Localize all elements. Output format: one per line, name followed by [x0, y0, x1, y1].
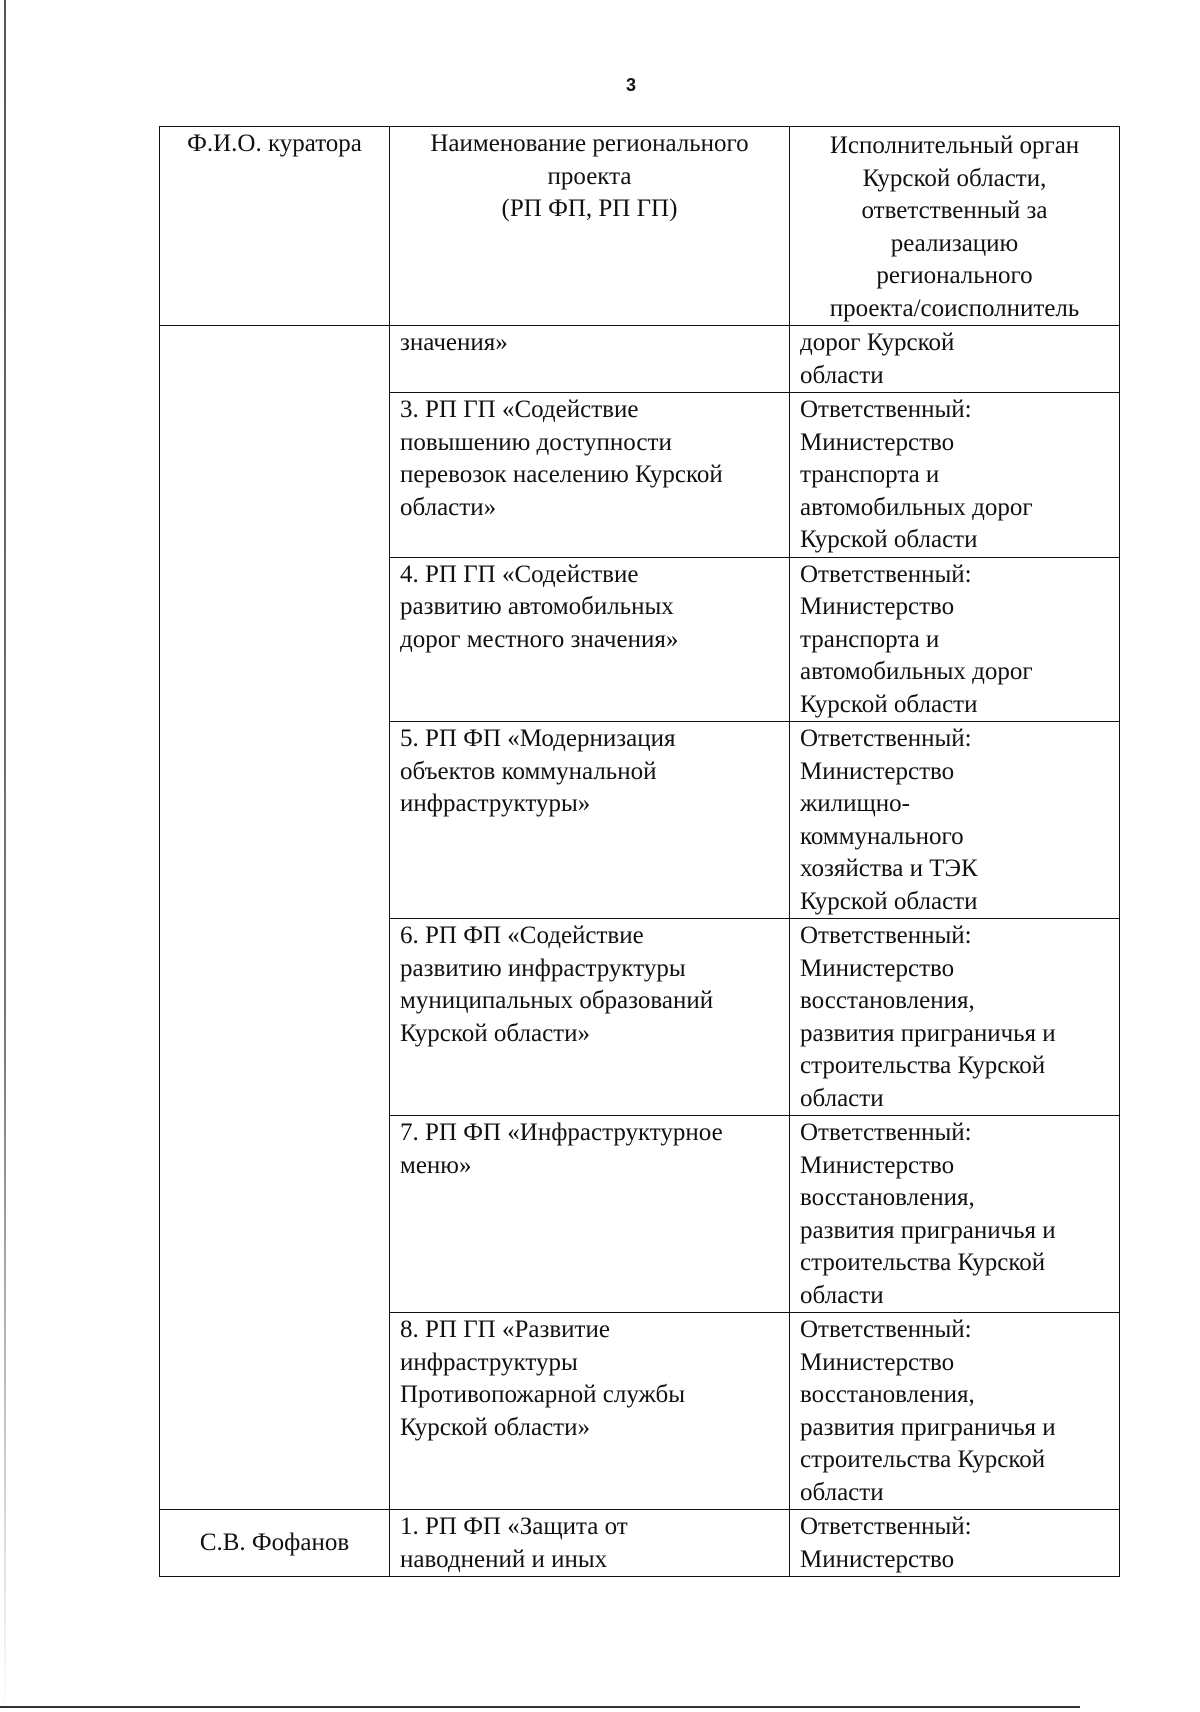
- project-line: объектов коммунальной: [400, 757, 657, 785]
- project-cell: [390, 722, 790, 919]
- project-line: муниципальных образований: [400, 987, 714, 1014]
- agency-cell: [790, 393, 1120, 558]
- page-number: 3: [625, 75, 636, 95]
- agency-line: восстановления,: [800, 987, 975, 1014]
- agency-line: Ответственный:: [800, 1316, 972, 1343]
- header-agency-line: ответственный за: [861, 197, 1048, 224]
- header-agency-line: Курской области,: [862, 164, 1047, 192]
- agency-line: транспорта и: [800, 461, 940, 488]
- table-row: [160, 326, 1120, 393]
- project-line: 8. РП ГП «Развитие: [400, 1316, 610, 1343]
- project-line: наводнений и иных: [400, 1545, 608, 1573]
- project-line: 5. РП ФП «Модернизация: [400, 725, 676, 752]
- agency-line: жилищно-: [800, 790, 910, 817]
- agency-cell: [790, 326, 1120, 393]
- agency-cell: [790, 722, 1120, 919]
- project-cell: [390, 1510, 790, 1577]
- agency-line: развития приграничья и: [800, 1019, 1056, 1047]
- project-line: Противопожарной службы: [400, 1381, 685, 1408]
- project-line: 4. РП ГП «Содействие: [400, 560, 639, 588]
- curator-cell: [160, 1510, 390, 1577]
- agency-line: автомобильных дорог: [800, 493, 1033, 521]
- agency-line: развития приграничья и: [800, 1413, 1056, 1441]
- project-line: перевозок населению Курской: [400, 461, 723, 488]
- agency-line: Ответственный:: [800, 560, 972, 588]
- project-line: меню»: [400, 1151, 472, 1179]
- project-line: дорог местного значения»: [400, 625, 679, 653]
- agency-line: строительства Курской: [800, 1446, 1046, 1473]
- project-line: развитию автомобильных: [400, 593, 674, 620]
- agency-line: Ответственный:: [800, 725, 972, 752]
- agency-line: Курской области: [800, 526, 978, 553]
- header-project-line: (РП ФП, РП ГП): [501, 195, 678, 222]
- curator-name: С.В. Фофанов: [199, 1529, 350, 1557]
- project-cell: [390, 1313, 790, 1510]
- project-line: инфраструктуры»: [400, 790, 591, 817]
- project-line: повышению доступности: [400, 428, 672, 456]
- agency-line: Министерство: [800, 1151, 955, 1179]
- header-curator-text: Ф.И.О. куратора: [187, 130, 362, 157]
- agency-line: строительства Курской: [800, 1052, 1046, 1079]
- agency-line: Ответственный:: [800, 1119, 972, 1146]
- agency-cell: [790, 1313, 1120, 1510]
- project-line: инфраструктуры: [400, 1348, 578, 1376]
- agency-line: Министерство: [800, 954, 955, 982]
- agency-line: Министерство: [800, 1348, 955, 1376]
- project-line: Курской области»: [400, 1413, 590, 1441]
- agency-line: транспорта и: [800, 625, 940, 653]
- agency-line: области: [800, 1281, 884, 1309]
- header-agency-line: Исполнительный орган: [829, 132, 1080, 159]
- scan-edge-line: [4, 0, 6, 1712]
- agency-line: развития приграничья и: [800, 1216, 1056, 1244]
- agency-line: Ответственный:: [800, 922, 972, 949]
- agency-cell: [790, 1116, 1120, 1313]
- curator-cell-empty: [160, 326, 390, 1510]
- project-line: 3. РП ГП «Содействие: [400, 396, 639, 423]
- agency-line: восстановления,: [800, 1184, 975, 1211]
- table-header-row: [160, 127, 1120, 326]
- agency-line: Курской области: [800, 887, 978, 915]
- header-agency-line: реализацию: [890, 229, 1019, 257]
- agency-line: области: [800, 361, 884, 389]
- agency-line: коммунального: [800, 822, 964, 850]
- agency-line: Министерство: [800, 757, 955, 785]
- bottom-rule-line: [0, 1706, 1080, 1708]
- project-line: развитию инфраструктуры: [400, 954, 686, 982]
- header-curator: [160, 127, 390, 326]
- agency-line: хозяйства и ТЭК: [800, 855, 978, 882]
- project-cell: [390, 326, 790, 393]
- project-line: 7. РП ФП «Инфраструктурное: [400, 1119, 723, 1146]
- header-project: [390, 127, 790, 326]
- agency-line: Министерство: [800, 593, 955, 620]
- header-agency-line: проекта/соисполнитель: [829, 294, 1080, 322]
- agency-line: дорог Курской: [800, 329, 955, 356]
- agency-cell: [790, 919, 1120, 1116]
- project-line: 6. РП ФП «Содействие: [400, 922, 644, 949]
- table-row: [160, 1510, 1120, 1577]
- agency-line: восстановления,: [800, 1381, 975, 1408]
- agency-line: Министерство: [800, 1545, 955, 1573]
- project-cell: [390, 393, 790, 558]
- header-agency: [790, 127, 1120, 326]
- agency-line: строительства Курской: [800, 1249, 1046, 1276]
- header-agency-line: регионального: [876, 262, 1033, 289]
- agency-line: Ответственный:: [800, 1513, 972, 1540]
- project-cell: [390, 1116, 790, 1313]
- projects-table: [159, 126, 1120, 1577]
- header-project-line: Наименование регионального: [430, 130, 749, 157]
- project-line: Курской области»: [400, 1019, 590, 1047]
- project-line: значения»: [400, 329, 508, 356]
- agency-cell: [790, 557, 1120, 722]
- header-project-line: проекта: [547, 162, 632, 190]
- agency-line: Ответственный:: [800, 396, 972, 423]
- project-line: области»: [400, 493, 497, 521]
- project-cell: [390, 919, 790, 1116]
- agency-line: области: [800, 1478, 884, 1506]
- agency-cell: [790, 1510, 1120, 1577]
- project-cell: [390, 557, 790, 722]
- agency-line: области: [800, 1084, 884, 1112]
- agency-line: автомобильных дорог: [800, 658, 1033, 685]
- project-line: 1. РП ФП «Защита от: [400, 1513, 628, 1540]
- agency-line: Курской области: [800, 690, 978, 718]
- agency-line: Министерство: [800, 428, 955, 456]
